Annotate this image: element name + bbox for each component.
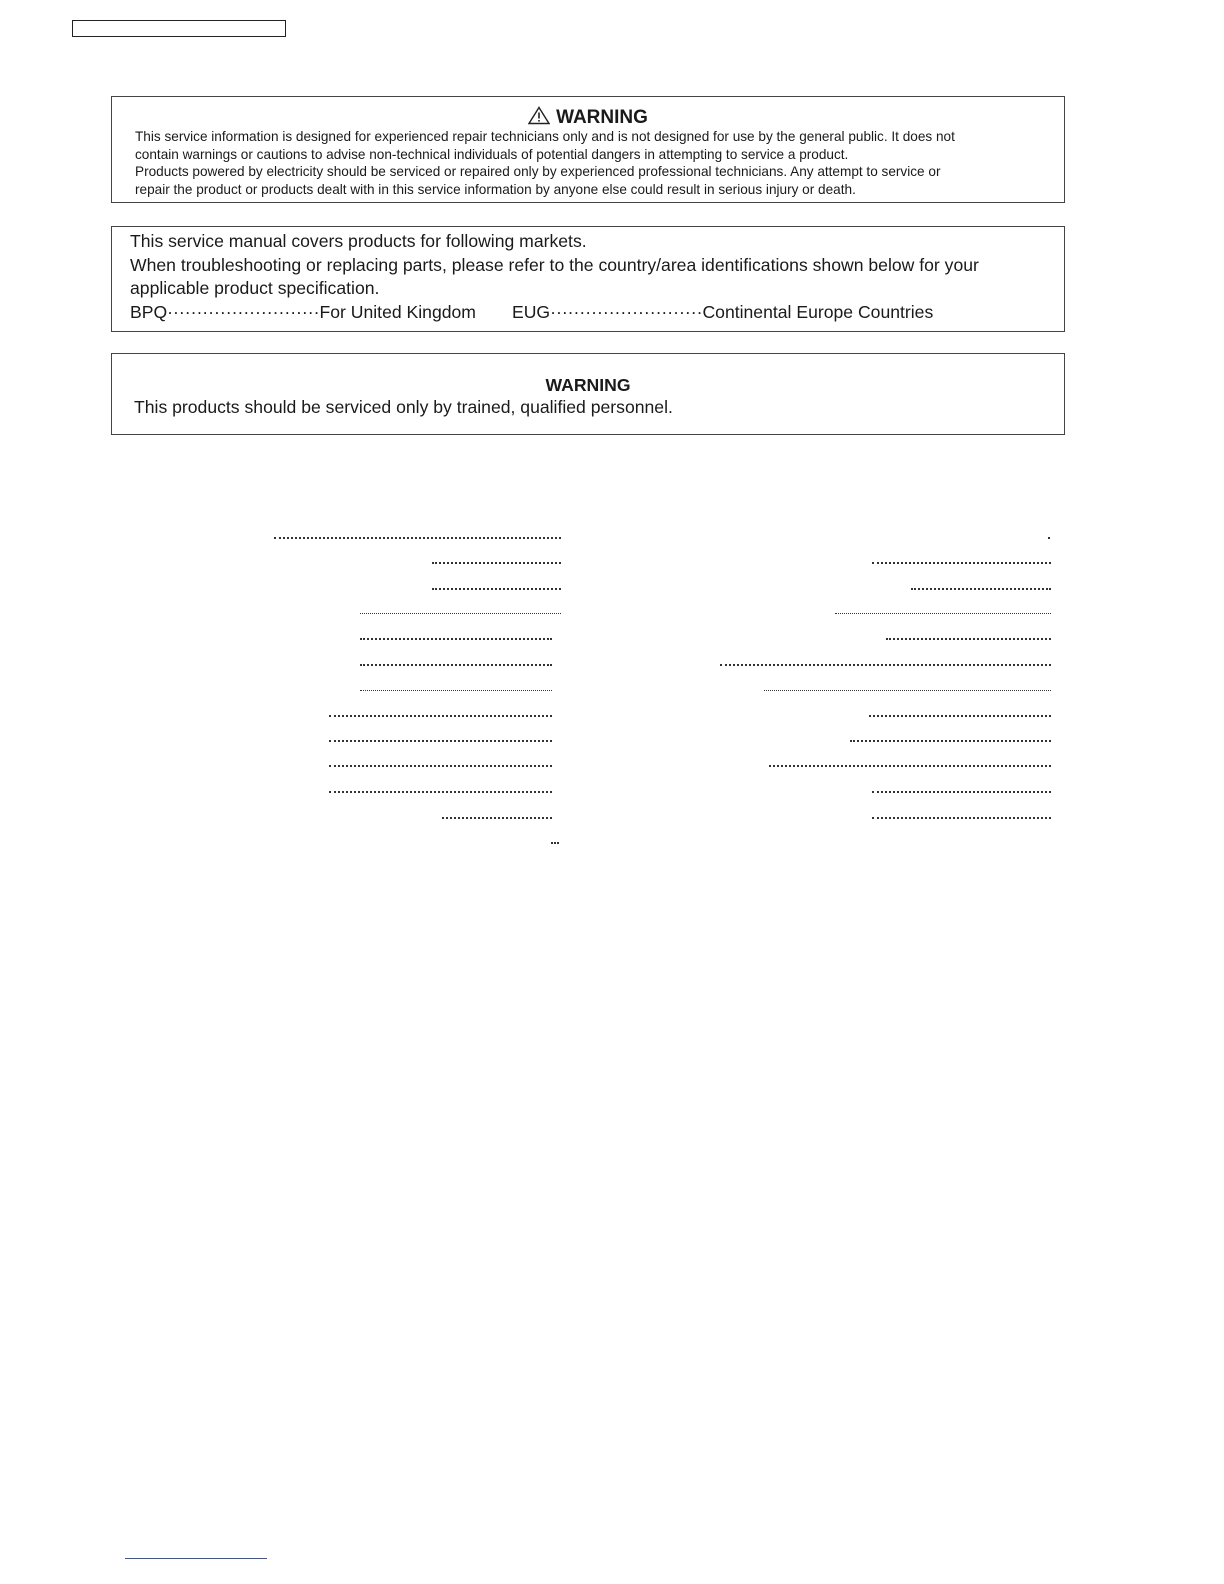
warning-box-personnel — [111, 353, 1065, 435]
toc-leader — [720, 664, 1051, 666]
toc-leader — [872, 791, 1051, 793]
warning-line: repair the product or products dealt with in this service information by anyone else could result in serious injury or death. — [135, 181, 856, 197]
toc-leader — [872, 562, 1051, 564]
bpq-leader: ·························· — [167, 301, 320, 322]
warning-text — [135, 128, 1045, 198]
toc-leader — [329, 791, 552, 793]
market-codes-row — [130, 301, 1050, 325]
toc-leader — [886, 638, 1051, 640]
toc-leader — [442, 817, 552, 819]
toc-leader — [329, 765, 552, 767]
warning-line: This service information is designed for experienced repair technicians only and is not designed for use by the general public. It does not — [135, 129, 955, 144]
warning-title-text: WARNING — [556, 107, 648, 128]
toc-leader — [764, 690, 1051, 691]
markets-line: This service manual covers products for following markets. — [130, 231, 587, 251]
warning-text: This products should be serviced only by trained, qualified personnel. — [134, 397, 673, 417]
warning-line: Products powered by electricity should be serviced or repaired only by experienced professional technicians. Any attempt to service or — [135, 164, 941, 179]
toc-leader — [274, 537, 561, 539]
eug-leader: ·························· — [550, 301, 703, 322]
markets-line: When troubleshooting or replacing parts, please refer to the country/area identifications shown below for your — [130, 254, 979, 275]
toc-leader — [1048, 537, 1050, 539]
markets-line: applicable product specification. — [130, 278, 380, 298]
markets-text — [130, 230, 1050, 324]
toc-leader — [432, 588, 561, 590]
warning-line: contain warnings or cautions to advise non-technical individuals of potential dangers in attempting to service a product. — [135, 146, 849, 162]
toc-leader — [360, 664, 552, 666]
header-box — [72, 20, 286, 37]
toc-leader — [835, 613, 1051, 614]
warning-title: WARNING — [545, 375, 631, 395]
toc-leader — [850, 740, 1051, 742]
toc-leader — [769, 765, 1051, 767]
bpq-label: For United Kingdom — [319, 301, 476, 322]
toc-leader — [551, 842, 559, 844]
toc-leader — [360, 690, 552, 691]
toc-leader — [360, 613, 561, 614]
toc-leader — [911, 588, 1051, 590]
toc-leader — [432, 562, 561, 564]
eug-label: Continental Europe Countries — [702, 301, 934, 322]
markets-box — [111, 226, 1065, 332]
footer-link-underline — [125, 1558, 267, 1559]
toc-leader — [869, 715, 1051, 717]
bpq-code: BPQ — [130, 301, 168, 322]
warning-box — [111, 96, 1065, 203]
toc-leader — [329, 715, 552, 717]
eug-code: EUG — [511, 301, 551, 322]
toc-leader — [360, 638, 552, 640]
toc-leader — [872, 817, 1051, 819]
toc-leader — [329, 740, 552, 742]
